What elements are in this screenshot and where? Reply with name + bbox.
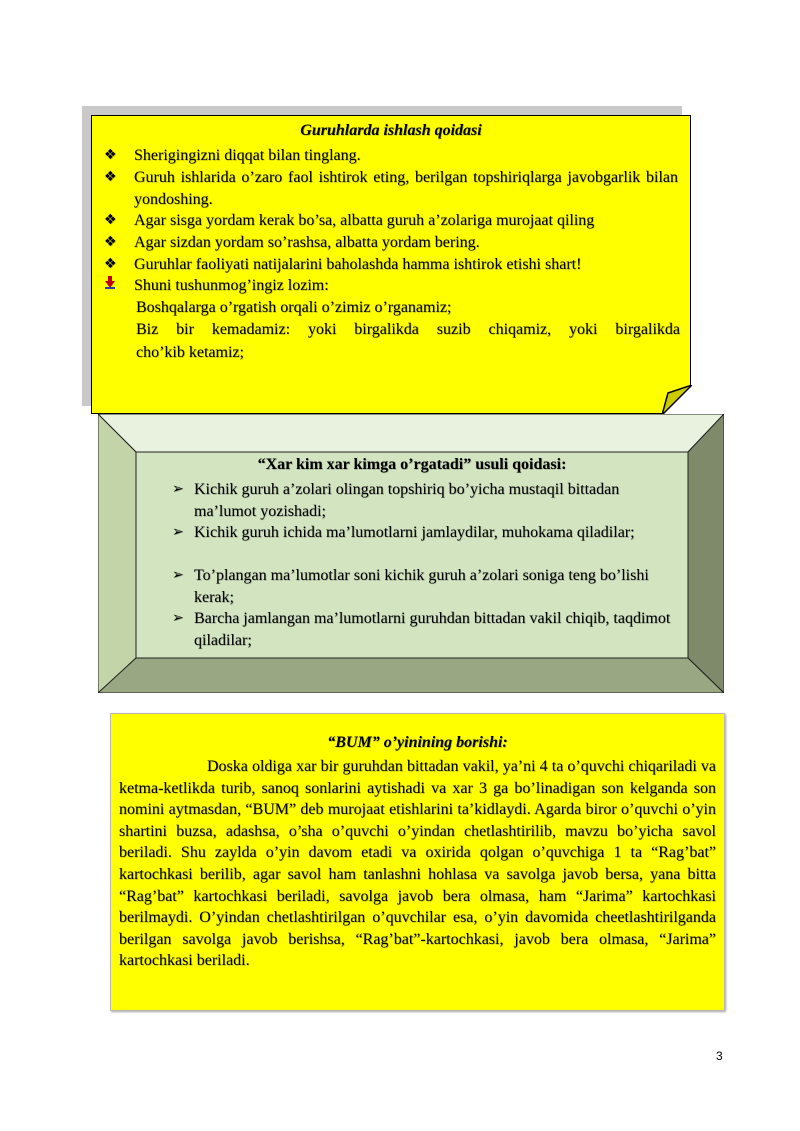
rule-item-text: Sherigingizni diqqat bilan tinglang. [134,147,361,164]
rule-note-line-2: Biz bir kemadamiz: yoki birgalikda suzib chiqamiz, yoki birgalikda [136,321,680,338]
rule-item-text: Agar sisga yordam kerak bo’sa, albatta guruh a’zolariga murojaat qiling [134,212,595,229]
rule-note-lead [104,275,678,297]
teach-rule-text: Kichik guruh a’zolari olingan topshiriq bo’yicha mustaqil bittadan ma’lumot yozishadi; [194,481,620,520]
teach-rule-item-3 [172,565,672,608]
arrowhead-bullet-icon: ➢ [172,481,184,497]
bum-game-title: “BUM” o’yinining borishi: [327,734,508,751]
rule-note-line-3: cho’kib ketamiz; [136,344,244,361]
folded-corner-icon [662,385,692,415]
bum-game-box [110,713,725,1011]
teach-each-other-title: “Xar kim xar kimga o’rgatadi” usuli qoidasi: [257,456,567,473]
teach-rule-item-1 [172,479,672,522]
rule-item-4 [104,232,678,254]
rule-item-text: Guruhlar faoliyati natijalarini baholashda hamma ishtirok etishi shart! [134,256,582,273]
teach-rule-text: Kichik guruh ichida ma’lumotlarni jamlaydilar, muhokama qiladilar; [194,524,635,541]
arrowhead-bullet-icon: ➢ [172,610,184,626]
page-number: 3 [716,1049,723,1063]
four-diamond-bullet-icon: ❖ [104,234,117,250]
rule-item-1 [104,145,678,167]
rule-item-text: Guruh ishlarida o’zaro faol ishtirok eting, berilgan topshiriqlarga javobgarlik bilan yondoshing. [134,169,678,208]
four-diamond-bullet-icon: ❖ [104,256,117,272]
arrowhead-bullet-icon: ➢ [172,567,184,583]
rule-note-line-1: Boshqalarga o’rgatish orqali o’zimiz o’rganamiz; [136,299,452,316]
rule-item-5 [104,254,678,276]
teach-rule-item-2 [172,522,672,544]
group-work-rules-title: Guruhlarda ishlash qoidasi [300,122,482,139]
teach-rule-text: Barcha jamlangan ma’lumotlarni guruhdan bittadan vakil chiqib, taqdimot qiladilar; [194,610,671,649]
four-diamond-bullet-icon: ❖ [104,169,117,185]
teach-rule-item-4 [172,608,672,651]
arrowhead-bullet-icon: ➢ [172,524,184,540]
rule-item-3 [104,210,678,232]
four-diamond-bullet-icon: ❖ [104,212,117,228]
rule-note-lead-text: Shuni tushunmog’ingiz lozim: [134,277,329,294]
teach-each-other-rules-box [98,414,724,693]
bum-game-description: Doska oldiga xar bir guruhdan bittadan vakil, ya’ni 4 ta o’quvchi chiqariladi va ketma-ketlikda turib, sanoq sonlarini aytishadi va xar 3 ga bo’linadigan son kelganda son nomini aytmasdan, “BUM” deb murojaat etishlarini ta’kidlaydi. Agarda biror o’quvchi o’yin shartini buzsa, adashsa, o’sha o’quvchi o’yindan chetlashtirilib, mavzu bo’yicha savol beriladi. Shu zaylda o’yin davom etadi va oxirida qolgan o’quvchiga 1 ta “Rag’bat” kartochkasi berilib, agar savol ham tanlashni hohlasa va savolga javob bersa, yana bitta “Rag’bat” kartochkasi beriladi, savolga javob bera olmasa, ham “Jarima” kartochkasi berilmaydi. O’yindan chetlashtirilgan o’quvchilar esa, o’yin davomida cheetlashtirilganda berilgan savolga javob berishsa, “Rag’bat”-kartochkasi, javob bera olmasa, “Jarima” kartochkasi beriladi. [119,758,716,970]
teach-rule-text: To’plangan ma’lumotlar soni kichik guruh a’zolari soniga teng bo’lishi kerak; [194,567,649,606]
rule-item-text: Agar sizdan yordam so’rashsa, albatta yordam bering. [134,234,480,251]
rule-item-2 [104,167,678,210]
down-arrow-bullet-icon [104,275,124,297]
four-diamond-bullet-icon: ❖ [104,147,117,163]
group-work-rules-box [91,115,691,414]
